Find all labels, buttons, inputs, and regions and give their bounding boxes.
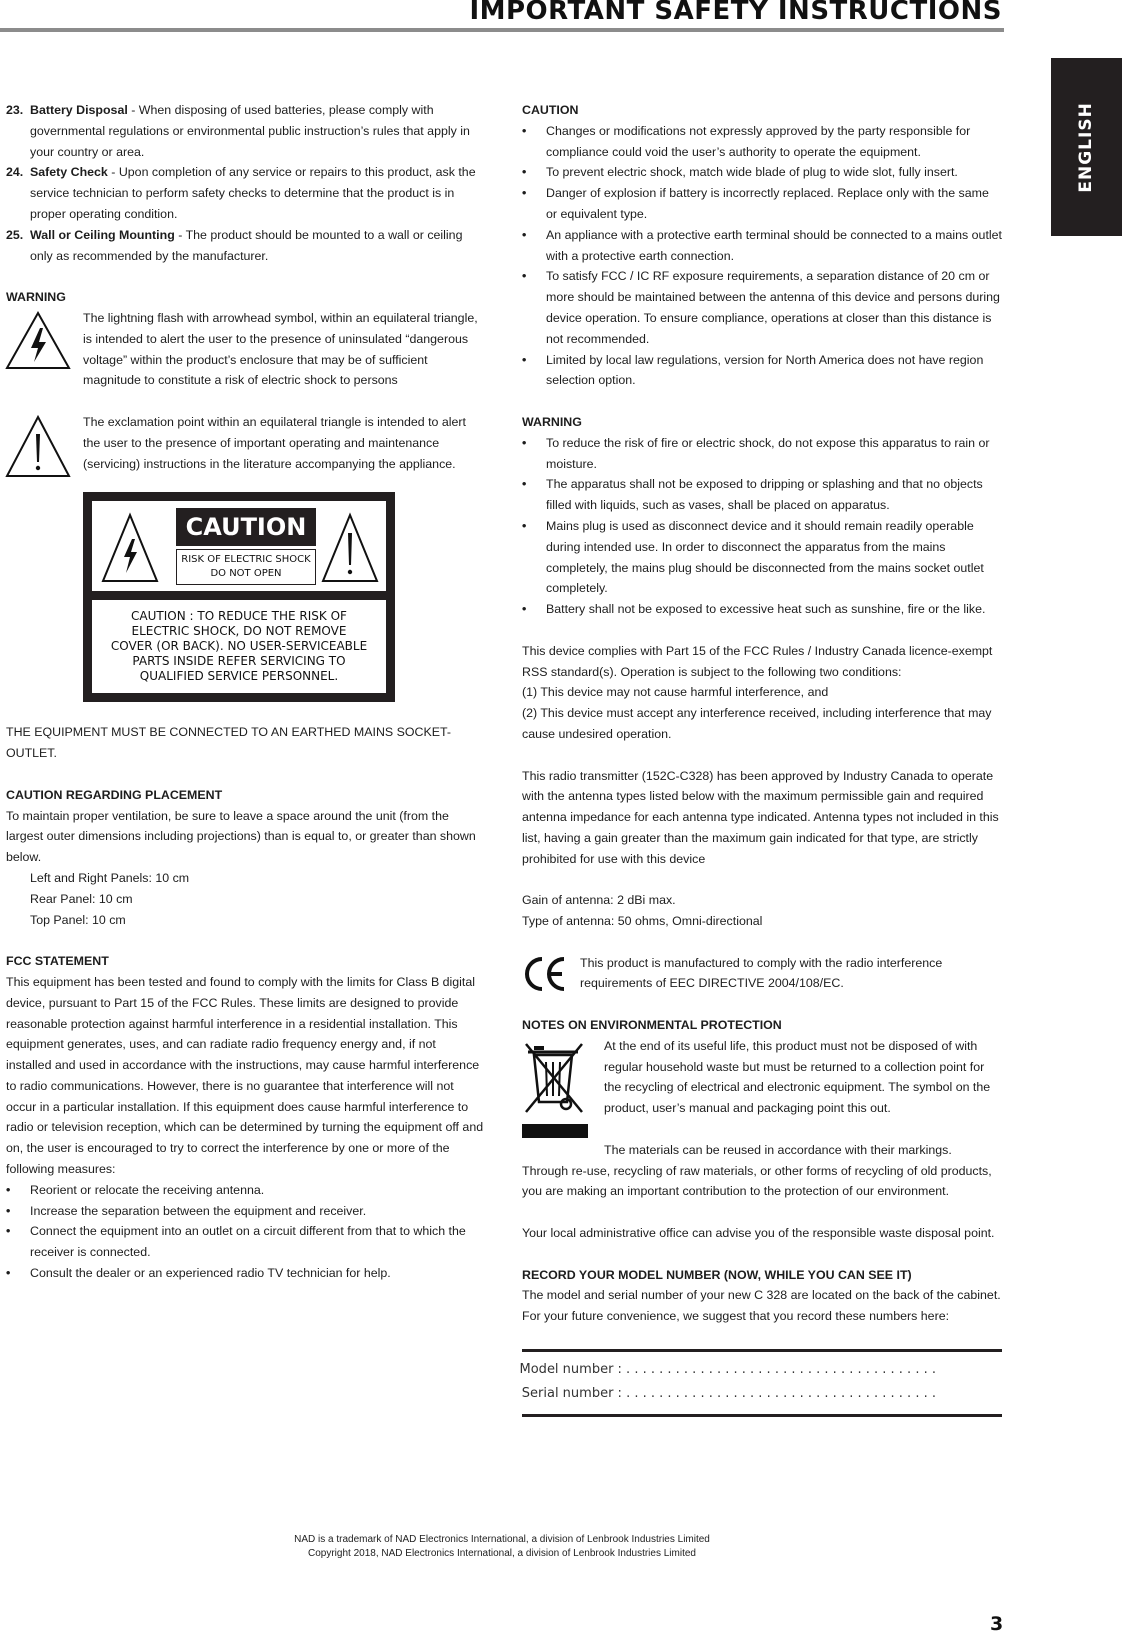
caution-line: ELECTRIC SHOCK, DO NOT REMOVE xyxy=(131,624,347,639)
caution-sub-line: RISK OF ELECTRIC SHOCK xyxy=(181,554,311,566)
exclamation-symbol-row xyxy=(6,412,484,474)
list-item xyxy=(6,225,484,267)
right-column xyxy=(519,100,1002,1417)
placement-heading: CAUTION REGARDING PLACEMENT xyxy=(6,787,223,802)
list-item: • Battery shall not be exposed to excessive heat such as sunshine, fire or the like. xyxy=(522,599,1002,620)
item-text: - When disposing of used batteries, please comply with governmental regulations or environmental public instruction’s rules that apply in your country or area. xyxy=(30,103,470,159)
ce-row xyxy=(522,953,1002,995)
env-heading: NOTES ON ENVIRONMENTAL PROTECTION xyxy=(522,1018,782,1033)
ce-text: This product is manufactured to comply with the radio interference requirements of EEC DIRECTIVE 2004/108/EC. xyxy=(580,955,943,991)
list-item: • Increase the separation between the equipment and receiver. xyxy=(6,1201,484,1222)
list-item: • An appliance with a protective earth terminal should be connected to a mains outlet with a protective earth connection. xyxy=(522,225,1002,267)
item-number: 25. xyxy=(6,227,24,242)
list-item xyxy=(6,100,484,162)
item-number: 24. xyxy=(6,165,24,180)
item-title: Wall or Ceiling Mounting xyxy=(30,227,175,242)
ce-mark-icon xyxy=(522,955,568,1000)
weee-bin-icon xyxy=(522,1040,592,1145)
env-office: Your local administrative office can advise you of the responsible waste disposal point. xyxy=(522,1226,995,1241)
exclamation-text: The exclamation point within an equilateral triangle is intended to alert the user to the presence of important operating and maintenance (servicing) instructions in the literature accompanying the appliance. xyxy=(83,414,466,471)
clearance-item: Top Panel: 10 cm xyxy=(30,912,126,927)
list-item: • Limited by local law regulations, version for North America does not have region selection option. xyxy=(522,350,1002,392)
list-item: • To prevent electric shock, match wide blade of plug to wide slot, fully insert. xyxy=(522,162,1002,183)
list-item: • Reorient or relocate the receiving antenna. xyxy=(6,1180,484,1201)
language-tab xyxy=(1051,58,1122,236)
list-item: • Mains plug is used as disconnect device and it should remain readily operable during intended use. In order to disconnect the apparatus from the mains completely, the mains plug should be disconnected from the mains socket outlet completely. xyxy=(522,516,1002,599)
fcc-text: This equipment has been tested and found to comply with the limits for Class B digital device, pursuant to Part 15 of the FCC Rules. These limits are designed to provide reasonable protection against harmful interference in a residential installation. This equipment generates, uses, and can radiate radio frequency energy and, if not installed and used in accordance with the instructions, may cause harmful interference to radio communications. However, there is no guarantee that interference will not occur in a particular installation. If this equipment does cause harmful interference to radio or television reception, which can be determined by turning the equipment off and on, the user is encouraged to try to correct the interference by one or more of the following measures: xyxy=(6,974,484,1177)
record-text: The model and serial number of your new C 328 are located on the back of the cabinet. For your future convenience, we suggest that you record these numbers here: xyxy=(522,1288,1001,1324)
fcc-measures-list xyxy=(6,1180,484,1284)
clearance-item: Left and Right Panels: 10 cm xyxy=(30,870,190,885)
list-item: • To satisfy FCC / IC RF exposure requirements, a separation distance of 20 cm or more should be maintained between the antenna of this device and persons during device operation. To ensure compliance, operations at closer than this distance is not recommended. xyxy=(522,266,1002,349)
caution-line: CAUTION : TO REDUCE THE RISK OF xyxy=(131,609,347,624)
list-item: • Danger of explosion if battery is incorrectly replaced. Replace only with the same or equivalent type. xyxy=(522,183,1002,225)
header-rule xyxy=(0,28,1004,32)
caution-line: COVER (OR BACK). NO USER-SERVICEABLE xyxy=(110,639,368,654)
list-item: • Consult the dealer or an experienced radio TV technician for help. xyxy=(6,1263,484,1284)
lightning-triangle-icon xyxy=(100,511,160,592)
record-heading: RECORD YOUR MODEL NUMBER (NOW, WHILE YOU CAN SEE IT) xyxy=(522,1267,912,1282)
warning-heading: WARNING xyxy=(6,290,66,305)
serial-number-field: Serial number : . . . . . . . . . . . . . . . . . . . . . . . . . . . . . . . . . . . . . . xyxy=(521,1386,936,1402)
antenna-gain: Gain of antenna: 2 dBi max. xyxy=(522,893,676,908)
earthed-notice: THE EQUIPMENT MUST BE CONNECTED TO AN EARTHED MAINS SOCKET-OUTLET. xyxy=(6,725,451,761)
condition-2: (2) This device must accept any interference received, including interference that may cause undesired operation. xyxy=(522,706,992,741)
caution-sub-line: DO NOT OPEN xyxy=(210,568,282,580)
list-item: • Connect the equipment into an outlet on a circuit different from that to which the receiver is connected. xyxy=(6,1221,484,1263)
env-reuse: The materials can be reused in accordance with their markings. xyxy=(604,1142,952,1157)
lightning-text: The lightning flash with arrowhead symbol, within an equilateral triangle, is intended to alert the user to the presence of uninsulated “dangerous voltage” within the product’s enclosure that may be of sufficient magnitude to constitute a risk of electric shock to persons xyxy=(83,310,478,388)
caution-heading: CAUTION xyxy=(522,103,579,117)
transmitter-text: This radio transmitter (152C-C328) has been approved by Industry Canada to operate with the antenna types listed below with the maximum permissible gain and required antenna impedance for each antenna type indicated. Antenna types not included in this list, having a gain greater than the maximum gain indicated for that type, are strictly prohibited for use with this device xyxy=(522,768,999,866)
caution-list xyxy=(522,121,1002,391)
warning-heading: WARNING xyxy=(522,414,582,429)
lightning-triangle-icon xyxy=(4,310,72,379)
footer-copyright: Copyright 2018, NAD Electronics International, a division of Lenbrook Industries Limited xyxy=(308,1548,696,1559)
page-number: 3 xyxy=(990,1613,1004,1635)
env-reuse-cont: Through re-use, recycling of raw materials, or other forms of recycling of old products, you are making an important contribution to the protection of our environment. xyxy=(522,1163,992,1199)
env-row xyxy=(522,1036,1002,1161)
language-tab-label: ENGLISH xyxy=(1076,101,1097,193)
env-text: At the end of its useful life, this product must not be disposed of with regular household waste but must be returned to a collection point for the recycling of electrical and electronic equipment. The symbol on the product, user’s manual and packaging point this out. xyxy=(604,1038,991,1116)
placement-text: To maintain proper ventilation, be sure to leave a space around the unit (from the largest outer dimensions including projections) than is equal to, or greater than shown below. xyxy=(6,808,476,865)
item-title: Safety Check xyxy=(30,165,108,180)
caution-label-top xyxy=(92,501,386,591)
fcc-heading: FCC STATEMENT xyxy=(6,954,109,969)
item-text: - Upon completion of any service or repairs to this product, ask the service technician to perform safety checks to determine that the product is in proper operating condition. xyxy=(30,165,476,221)
exclamation-triangle-icon xyxy=(4,414,72,487)
caution-sub xyxy=(176,549,316,585)
fcc-ic-text: This device complies with Part 15 of the FCC Rules / Industry Canada licence-exempt RSS standard(s). Operation is subject to the following two conditions: xyxy=(522,643,993,679)
lightning-symbol-row xyxy=(6,308,484,391)
record-box xyxy=(519,1349,1002,1417)
exclamation-triangle-icon xyxy=(320,511,380,592)
item-text: - The product should be mounted to a wall or ceiling only as recommended by the manufacturer. xyxy=(30,227,463,263)
page-title: IMPORTANT SAFETY INSTRUCTIONS xyxy=(469,0,1002,26)
clearance-item: Rear Panel: 10 cm xyxy=(30,891,133,906)
list-item: • Changes or modifications not expressly approved by the party responsible for compliance could void the user’s authority to operate the equipment. xyxy=(522,121,1002,163)
item-number: 23. xyxy=(6,103,24,117)
warning-list xyxy=(522,433,1002,620)
caution-line: QUALIFIED SERVICE PERSONNEL. xyxy=(139,669,339,684)
caution-line: PARTS INSIDE REFER SERVICING TO xyxy=(132,654,346,669)
item-title: Battery Disposal xyxy=(30,103,128,117)
caution-label-bottom xyxy=(92,600,386,693)
list-item: • The apparatus shall not be exposed to dripping or splashing and that no objects filled with liquids, such as vases, shall be placed on apparatus. xyxy=(522,474,1002,516)
list-item xyxy=(6,162,484,224)
model-number-field: Model number : . . . . . . . . . . . . . . . . . . . . . . . . . . . . . . . . . . . . . . xyxy=(519,1362,936,1378)
list-item: • To reduce the risk of fire or electric shock, do not expose this apparatus to rain or moisture. xyxy=(522,433,1002,475)
caution-label xyxy=(83,492,395,702)
condition-1: (1) This device may not cause harmful interference, and xyxy=(522,685,829,700)
left-column xyxy=(6,100,484,1284)
antenna-type: Type of antenna: 50 ohms, Omni-directional xyxy=(522,914,763,929)
caution-word: CAUTION xyxy=(176,508,316,546)
footer-trademark: NAD is a trademark of NAD Electronics International, a division of Lenbrook Industries Limited xyxy=(294,1534,710,1545)
